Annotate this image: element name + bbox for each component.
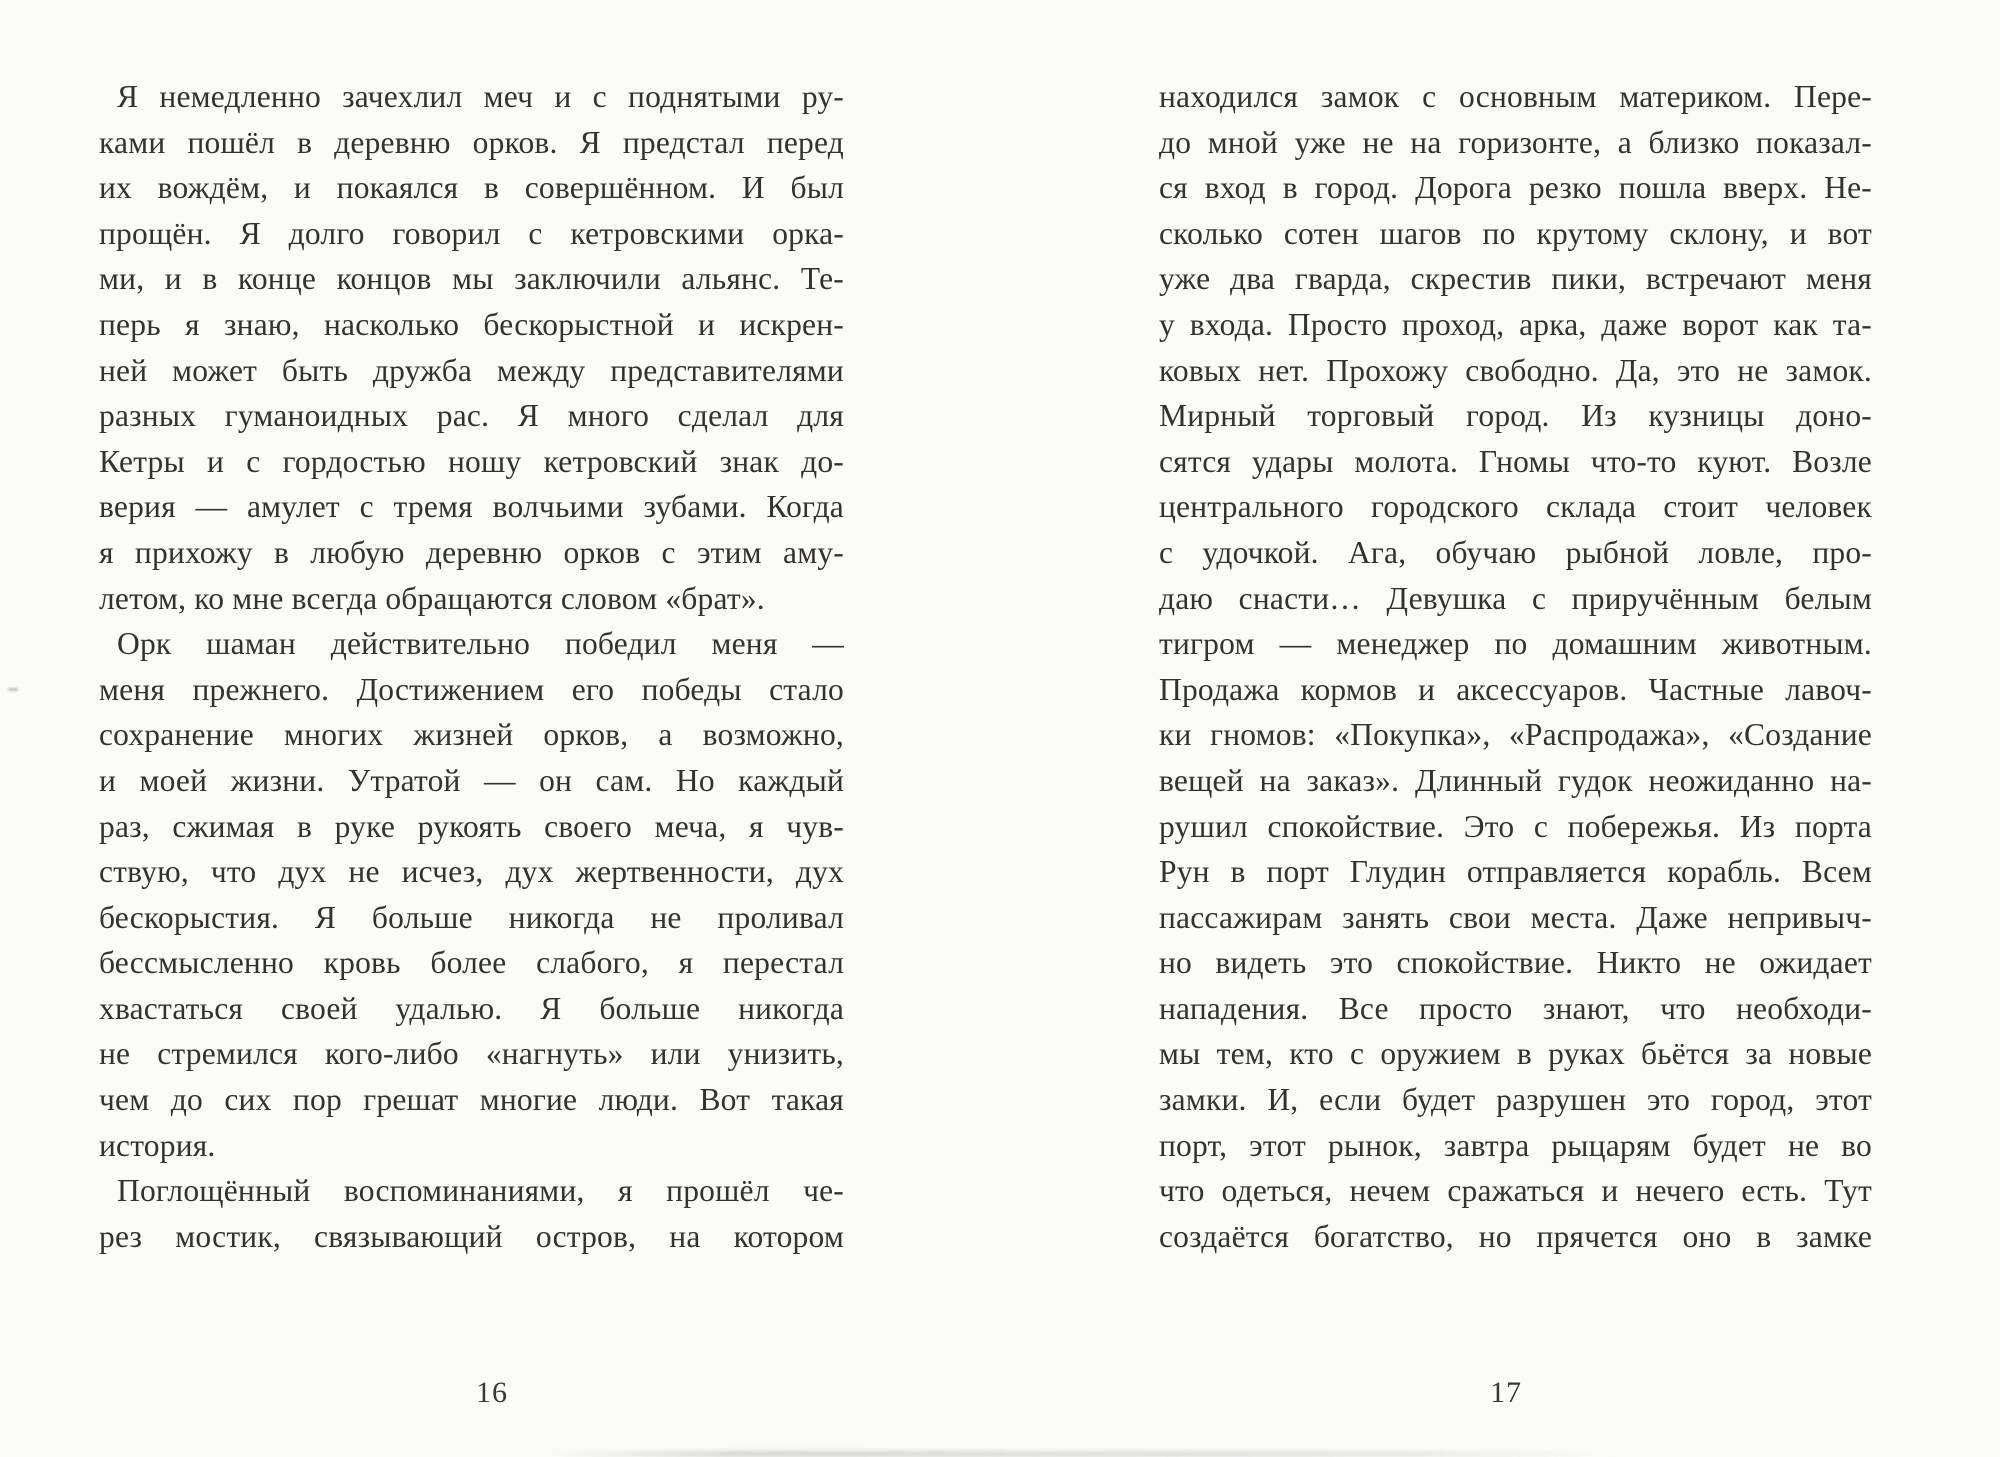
text-line: рушил спокойствие. Это с побережья. Из порта [1159, 808, 1872, 844]
text-line: ками пошёл в деревню орков. Я предстал перед [99, 124, 844, 160]
text-line: но видеть это спокойствие. Никто не ожидает [1159, 945, 1872, 981]
text-line: что одеться, нечем сражаться и нечего есть. Тут [1159, 1173, 1872, 1209]
scan-artifact-bottom-shadow [545, 1451, 1615, 1457]
text-line: сколько сотен шагов по крутому склону, и вот [1159, 215, 1872, 251]
text-line: даю снасти… Девушка с приручённым белым [1159, 580, 1872, 616]
text-line: их вождём, и покаялся в совершённом. И был [99, 170, 844, 206]
text-line: мы тем, кто с оружием в руках бьётся за новые [1159, 1036, 1872, 1072]
text-line: с удочкой. Ага, обучаю рыбной ловле, про- [1159, 534, 1872, 570]
text-line: замки. И, если будет разрушен это город, этот [1159, 1082, 1872, 1118]
text-line: Кетры и с гордостью ношу кетровский знак до- [99, 443, 844, 479]
text-line: Продажа кормов и аксессуаров. Частные лавоч- [1159, 671, 1872, 707]
page-text-left [99, 74, 844, 1259]
text-line: пассажирам занять свои места. Даже непривыч- [1159, 899, 1872, 935]
text-line: разных гуманоидных рас. Я много сделал для [99, 398, 844, 434]
text-line: центрального городского склада стоит человек [1159, 489, 1872, 525]
text-line: не стремился кого-либо «нагнуть» или унизить, [99, 1036, 844, 1072]
text-line: находился замок с основным материком. Пере- [1159, 79, 1872, 114]
text-line: верия — амулет с тремя волчьими зубами. Когда [99, 489, 844, 525]
text-line: сохранение многих жизней орков, а возможно, [99, 717, 844, 753]
page-number-left: 16 [476, 1376, 508, 1409]
text-line: уже два гварда, скрестив пики, встречают меня [1159, 261, 1872, 297]
text-line: ковых нет. Прохожу свободно. Да, это не замок. [1159, 352, 1872, 388]
text-line: ки гномов: «Покупка», «Распродажа», «Создание [1159, 717, 1872, 753]
text-line: Орк шаман действительно победил меня — [117, 626, 844, 662]
text-line: Мирный торговый город. Из кузницы доно- [1159, 398, 1872, 434]
scan-artifact-edge-tick [8, 688, 18, 691]
text-line: чем до сих пор грешат многие люди. Вот такая [99, 1082, 844, 1118]
text-line: рез мостик, связывающий остров, на котором [99, 1218, 844, 1254]
text-line: Я немедленно зачехлил меч и с поднятыми ру- [117, 79, 844, 114]
text-line: нападения. Все просто знают, что необходи- [1159, 990, 1872, 1026]
text-line: бессмысленно кровь более слабого, я перестал [99, 945, 844, 981]
text-line: летом, ко мне всегда обращаются словом «брат». [99, 580, 765, 616]
text-line: раз, сжимая в руке рукоять своего меча, я чув- [99, 808, 844, 844]
text-line: я прихожу в любую деревню орков с этим аму- [99, 534, 844, 570]
text-line: создаётся богатство, но прячется оно в замке [1159, 1218, 1872, 1254]
text-line: хвастаться своей удалью. Я больше никогда [99, 990, 844, 1026]
text-line: Поглощённый воспоминаниями, я прошёл че- [117, 1173, 844, 1209]
text-line: ствую, что дух не исчез, дух жертвенности, дух [99, 854, 844, 890]
page-number-right: 17 [1490, 1376, 1522, 1409]
text-line: ся вход в город. Дорога резко пошла вверх. Не- [1159, 170, 1872, 206]
page-text-right [1159, 74, 1872, 1259]
text-line: прощён. Я долго говорил с кетровскими орка- [99, 215, 844, 251]
text-line: сятся удары молота. Гномы что-то куют. Возле [1159, 443, 1872, 479]
text-line: перь я знаю, насколько бескорыстной и искрен- [99, 306, 844, 342]
text-line: порт, этот рынок, завтра рыцарям будет не во [1159, 1127, 1872, 1163]
text-line: меня прежнего. Достижением его победы стало [99, 671, 844, 707]
text-line: тигром — менеджер по домашним животным. [1159, 626, 1872, 662]
text-line: история. [99, 1127, 216, 1163]
text-line: у входа. Просто проход, арка, даже ворот как та- [1159, 306, 1872, 342]
text-line: и моей жизни. Утратой — он сам. Но каждый [99, 762, 844, 798]
text-line: бескорыстия. Я больше никогда не проливал [99, 899, 844, 935]
text-line: ми, и в конце концов мы заключили альянс. Те- [99, 261, 844, 297]
text-line: вещей на заказ». Длинный гудок неожиданно на- [1159, 762, 1872, 798]
text-line: Рун в порт Глудин отправляется корабль. Всем [1159, 854, 1872, 890]
text-line: ней может быть дружба между представителями [99, 352, 844, 388]
text-line: до мной уже не на горизонте, а близко показал- [1159, 124, 1872, 160]
